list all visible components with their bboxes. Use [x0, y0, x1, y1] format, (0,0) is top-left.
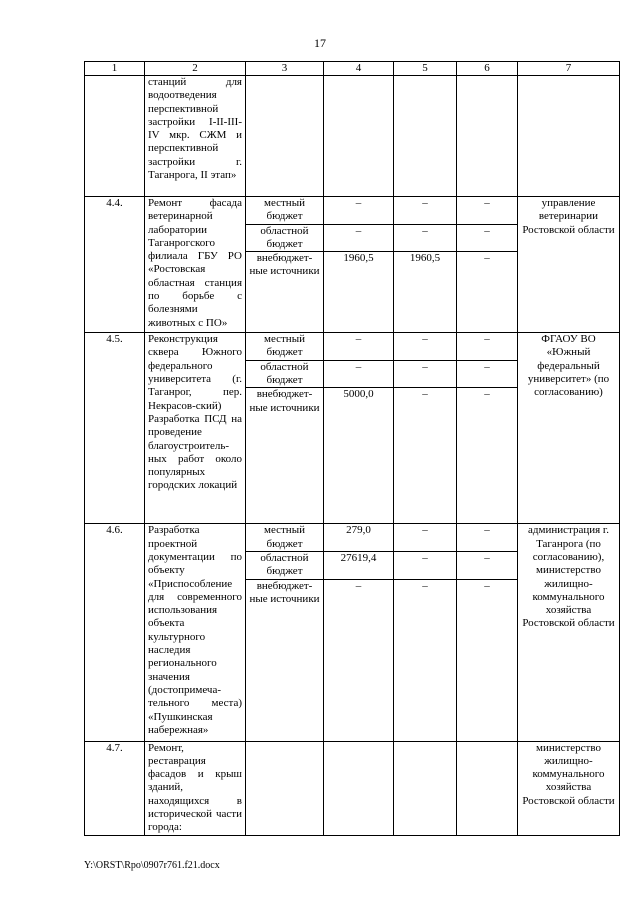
value-col5: –	[394, 524, 457, 552]
value-col6: –	[457, 224, 518, 252]
header-cell: 2	[145, 62, 246, 76]
value-cell	[324, 76, 394, 197]
value-col5: 1960,5	[394, 252, 457, 333]
value-cell	[394, 741, 457, 835]
responsible-executor: министерство жилищно-коммунального хозяйства Ростовской области	[518, 741, 620, 835]
value-col5: –	[394, 360, 457, 388]
funding-source: областной бюджет	[246, 224, 324, 252]
source-cell	[246, 741, 324, 835]
value-col4: –	[324, 579, 394, 741]
file-path-footer: Y:\ORST\Rpo\0907r761.f21.docx	[84, 860, 220, 871]
item-number: 4.6.	[85, 524, 145, 741]
funding-source: областной бюджет	[246, 360, 324, 388]
value-cell	[394, 76, 457, 197]
header-row	[85, 62, 620, 76]
source-cell	[246, 76, 324, 197]
value-col6: –	[457, 252, 518, 333]
header-cell: 4	[324, 62, 394, 76]
table-row	[85, 741, 620, 835]
item-description: Ремонт фасада ветеринарной лаборатории Таганрогского филиала ГБУ РО «Ростовская областная станция по борьбе с болезнями животных с ПО»	[145, 197, 246, 333]
value-col6: –	[457, 333, 518, 361]
program-table	[84, 61, 620, 836]
value-col6: –	[457, 360, 518, 388]
header-cell: 3	[246, 62, 324, 76]
value-cell	[324, 741, 394, 835]
value-col4: 279,0	[324, 524, 394, 552]
item-description: Реконструкция сквера Южного федерального университета (г. Таганрог, пер. Некрасов-ский) Разработка ПСД на проведение благоустроитель-ных работ около популярных городских локаций	[145, 333, 246, 524]
value-col4: 1960,5	[324, 252, 394, 333]
item-number	[85, 76, 145, 197]
header-cell: 6	[457, 62, 518, 76]
header-cell: 5	[394, 62, 457, 76]
value-col4: 27619,4	[324, 551, 394, 579]
value-col6: –	[457, 388, 518, 524]
table-row	[85, 333, 620, 361]
value-col5: –	[394, 579, 457, 741]
table-row	[85, 76, 620, 197]
funding-source: внебюджет-ные источники	[246, 579, 324, 741]
value-col5: –	[394, 388, 457, 524]
responsible-executor: ФГАОУ ВО «Южный федеральный университет» (по согласованию)	[518, 333, 620, 524]
funding-source: внебюджет-ные источники	[246, 388, 324, 524]
item-description: Разработка проектной документации по объекту «Приспособление для современного использования объекта культурного наследия регионального значения (достопримеча-тельного места) «Пушкинская набережная»	[145, 524, 246, 741]
value-col5: –	[394, 333, 457, 361]
item-number: 4.7.	[85, 741, 145, 835]
value-col6: –	[457, 579, 518, 741]
value-cell	[457, 76, 518, 197]
responsible-executor: управление ветеринарии Ростовской области	[518, 197, 620, 333]
responsible-cell	[518, 76, 620, 197]
value-col6: –	[457, 197, 518, 225]
value-col4: –	[324, 333, 394, 361]
funding-source: внебюджет-ные источники	[246, 252, 324, 333]
value-col4: –	[324, 224, 394, 252]
value-cell	[457, 741, 518, 835]
funding-source: местный бюджет	[246, 197, 324, 225]
value-col5: –	[394, 197, 457, 225]
value-col4: –	[324, 197, 394, 225]
value-col5: –	[394, 224, 457, 252]
value-col4: –	[324, 360, 394, 388]
funding-source: областной бюджет	[246, 551, 324, 579]
value-col6: –	[457, 524, 518, 552]
value-col5: –	[394, 551, 457, 579]
value-col6: –	[457, 551, 518, 579]
item-number: 4.4.	[85, 197, 145, 333]
table-row	[85, 197, 620, 225]
table-row	[85, 524, 620, 552]
header-cell: 1	[85, 62, 145, 76]
funding-source: местный бюджет	[246, 333, 324, 361]
page-number: 17	[314, 36, 326, 50]
value-col4: 5000,0	[324, 388, 394, 524]
item-description: станций для водоотведения перспективной застройки I-II-III-IV мкр. СЖМ и перспективной застройки г. Таганрога, II этап»	[145, 76, 246, 197]
header-cell: 7	[518, 62, 620, 76]
responsible-executor: администрация г. Таганрога (по согласованию), министерство жилищно-коммунального хозяйства Ростовской области	[518, 524, 620, 741]
item-number: 4.5.	[85, 333, 145, 524]
item-description: Ремонт, реставрация фасадов и крыш зданий, находящихся в исторической части города:	[145, 741, 246, 835]
funding-source: местный бюджет	[246, 524, 324, 552]
